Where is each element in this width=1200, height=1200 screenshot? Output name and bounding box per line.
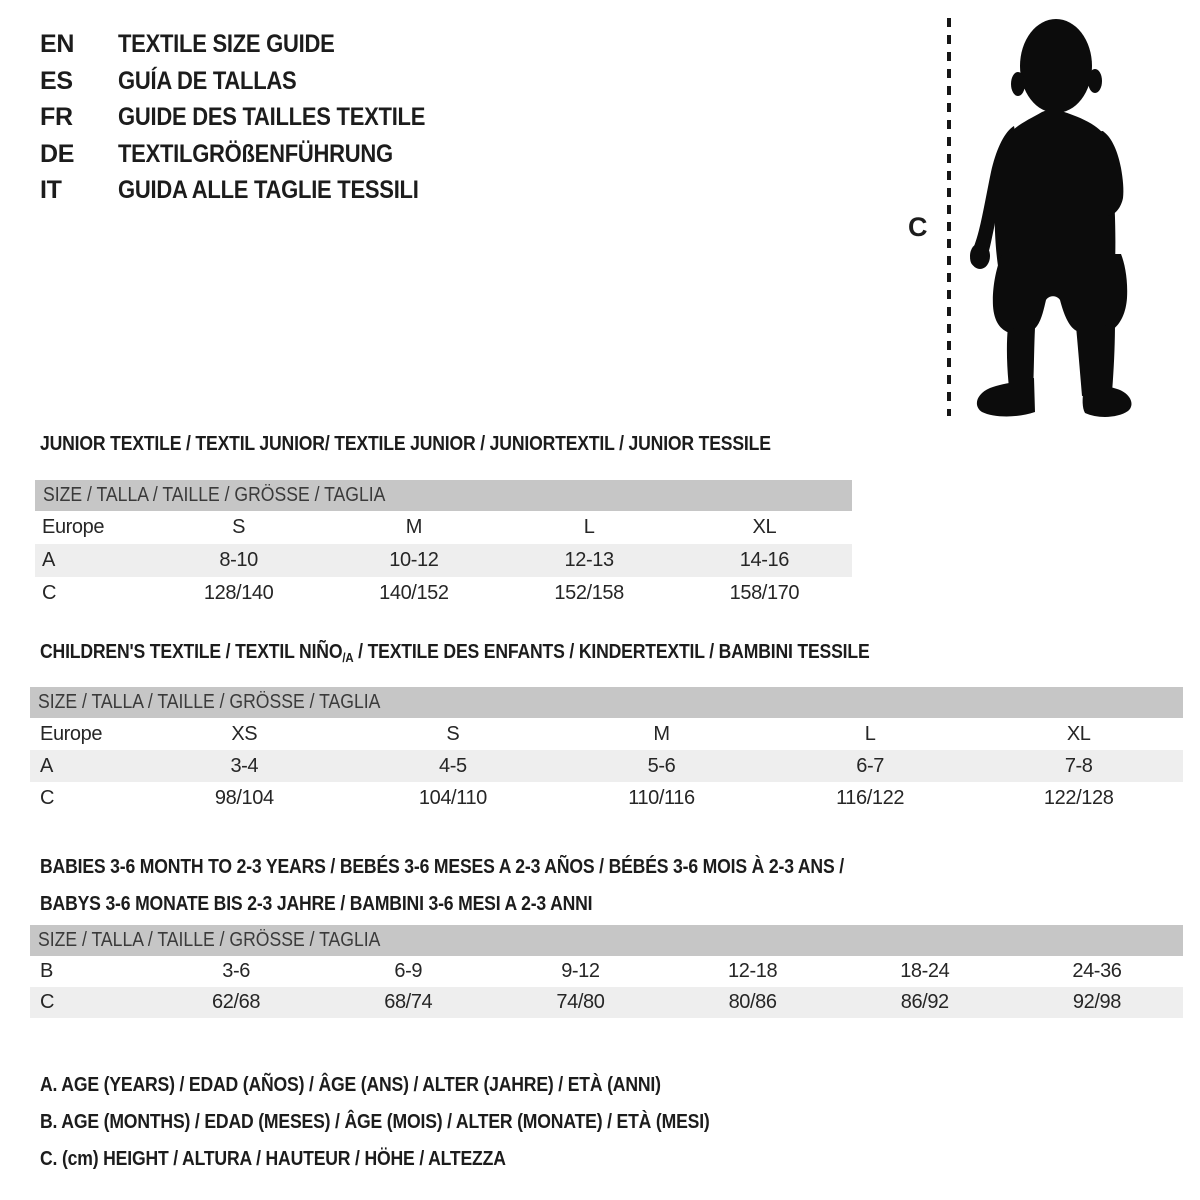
babies-size-table (30, 925, 1183, 1018)
row-label: A (42, 549, 55, 571)
language-row (40, 26, 467, 63)
table-cell: 86/92 (900, 991, 949, 1013)
table-cell: 62/68 (212, 991, 261, 1013)
table-row (35, 511, 852, 544)
table-cell: L (864, 722, 876, 745)
table-row (35, 544, 852, 577)
language-label: TEXTILGRÖßENFÜHRUNG (118, 139, 393, 168)
children-size-table (30, 687, 1183, 814)
children-section-title: CHILDREN'S TEXTILE / TEXTIL $NIÑO_{/A}$ / TEXTILE DES ENFANTS / KINDERTEXTIL / BAMBINI TESSILE (40, 641, 870, 665)
language-label: GUÍA DE TALLAS (118, 66, 297, 95)
table-cell: XL (1066, 722, 1091, 745)
table-cell: M (653, 722, 670, 745)
table-cell: 140/152 (379, 582, 449, 604)
babies-title-line1: BABIES 3-6 MONTH TO 2-3 YEARS / BEBÉS 3-6 MESES A 2-3 AÑOS / BÉBÉS 3-6 MOIS À 2-3 ANS / (40, 856, 844, 878)
table-cell: 7-8 (1064, 754, 1093, 777)
table-cell: 3-6 (222, 960, 250, 982)
legend-line-height: C. (cm) HEIGHT / ALTURA / HAUTEUR / HÖHE / ALTEZZA (40, 1148, 506, 1170)
language-row (40, 172, 467, 209)
language-code: EN (40, 30, 75, 58)
table-row (30, 718, 1183, 750)
row-label: A (40, 754, 53, 777)
table-cell: 4-5 (439, 754, 467, 777)
table-cell: 6-9 (394, 960, 423, 982)
toddler-silhouette-icon (958, 16, 1142, 422)
language-label: GUIDE DES TAILLES TEXTILE (118, 103, 426, 131)
table-cell: 18-24 (900, 960, 950, 982)
table-row (30, 956, 1183, 987)
table-cell: 152/158 (554, 582, 624, 604)
language-code: FR (40, 103, 73, 131)
table-cell: XL (752, 516, 777, 538)
table-cell: S (232, 516, 246, 538)
babies-section-title (40, 849, 954, 923)
language-code: DE (40, 139, 75, 168)
table-cell: 3-4 (230, 754, 259, 777)
table-cell: 68/74 (384, 991, 433, 1013)
language-row (40, 63, 467, 100)
table-cell: 74/80 (556, 991, 605, 1013)
table-row (30, 782, 1183, 814)
language-label: TEXTILE SIZE GUIDE (118, 30, 335, 58)
row-label: C (40, 786, 55, 809)
legend-line-age-months: B. AGE (MONTHS) / EDAD (MESES) / ÂGE (MOIS) / ALTER (MONATE) / ETÀ (MESI) (40, 1111, 710, 1133)
row-label: Europe (42, 516, 105, 538)
table-cell: 8-10 (219, 549, 258, 571)
height-measure-label: C (908, 212, 928, 242)
table-cell: 104/110 (418, 786, 487, 809)
table-cell: 14-16 (739, 549, 789, 571)
table-row (30, 750, 1183, 782)
language-label: GUIDA ALLE TAGLIE TESSILI (118, 176, 419, 204)
size-table-header-label: SIZE / TALLA / TAILLE / GRÖSSE / TAGLIA (38, 929, 381, 951)
table-cell: 158/170 (729, 582, 800, 604)
language-header (40, 26, 467, 209)
legend-line-age-years: A. AGE (YEARS) / EDAD (AÑOS) / ÂGE (ANS) / ALTER (JAHRE) / ETÀ (ANNI) (40, 1074, 661, 1096)
table-cell: M (405, 516, 422, 538)
height-dashed-line (947, 18, 951, 416)
table-cell: S (446, 722, 460, 745)
table-cell: 80/86 (728, 991, 777, 1013)
row-label: Europe (40, 722, 103, 745)
table-row (35, 577, 852, 610)
table-cell: 10-12 (389, 549, 439, 571)
row-label: C (42, 582, 57, 604)
table-cell: 9-12 (561, 960, 600, 982)
row-label: C (40, 991, 55, 1013)
junior-size-table (35, 480, 852, 610)
table-cell: XS (231, 722, 258, 745)
language-row (40, 99, 467, 136)
language-row (40, 136, 467, 173)
size-table-header (35, 480, 852, 511)
size-table-header-label: SIZE / TALLA / TAILLE / GRÖSSE / TAGLIA (43, 484, 386, 506)
size-table-header-label: SIZE / TALLA / TAILLE / GRÖSSE / TAGLIA (38, 691, 381, 713)
table-cell: 92/98 (1072, 991, 1121, 1013)
table-cell: 110/116 (628, 786, 695, 809)
table-cell: 12-18 (728, 960, 778, 982)
table-cell: L (583, 516, 595, 538)
table-cell: 116/122 (836, 786, 905, 809)
table-row (30, 987, 1183, 1018)
table-cell: 122/128 (1043, 786, 1114, 809)
row-label: B (40, 960, 53, 982)
table-cell: 6-7 (856, 754, 884, 777)
table-cell: 24-36 (1072, 960, 1122, 982)
junior-section-title: JUNIOR TEXTILE / TEXTIL JUNIOR/ TEXTILE JUNIOR / JUNIORTEXTIL / JUNIOR TESSILE (40, 433, 771, 455)
table-cell: 5-6 (647, 754, 676, 777)
table-cell: 12-13 (564, 549, 614, 571)
table-cell: 98/104 (214, 786, 274, 809)
table-cell: 128/140 (203, 582, 274, 604)
size-table-header (30, 925, 1183, 956)
language-code: IT (40, 176, 62, 204)
size-table-header (30, 687, 1183, 718)
legend (40, 1067, 801, 1178)
babies-title-line2: BABYS 3-6 MONATE BIS 2-3 JAHRE / BAMBINI 3-6 MESI A 2-3 ANNI (40, 893, 593, 915)
language-code: ES (40, 66, 73, 95)
